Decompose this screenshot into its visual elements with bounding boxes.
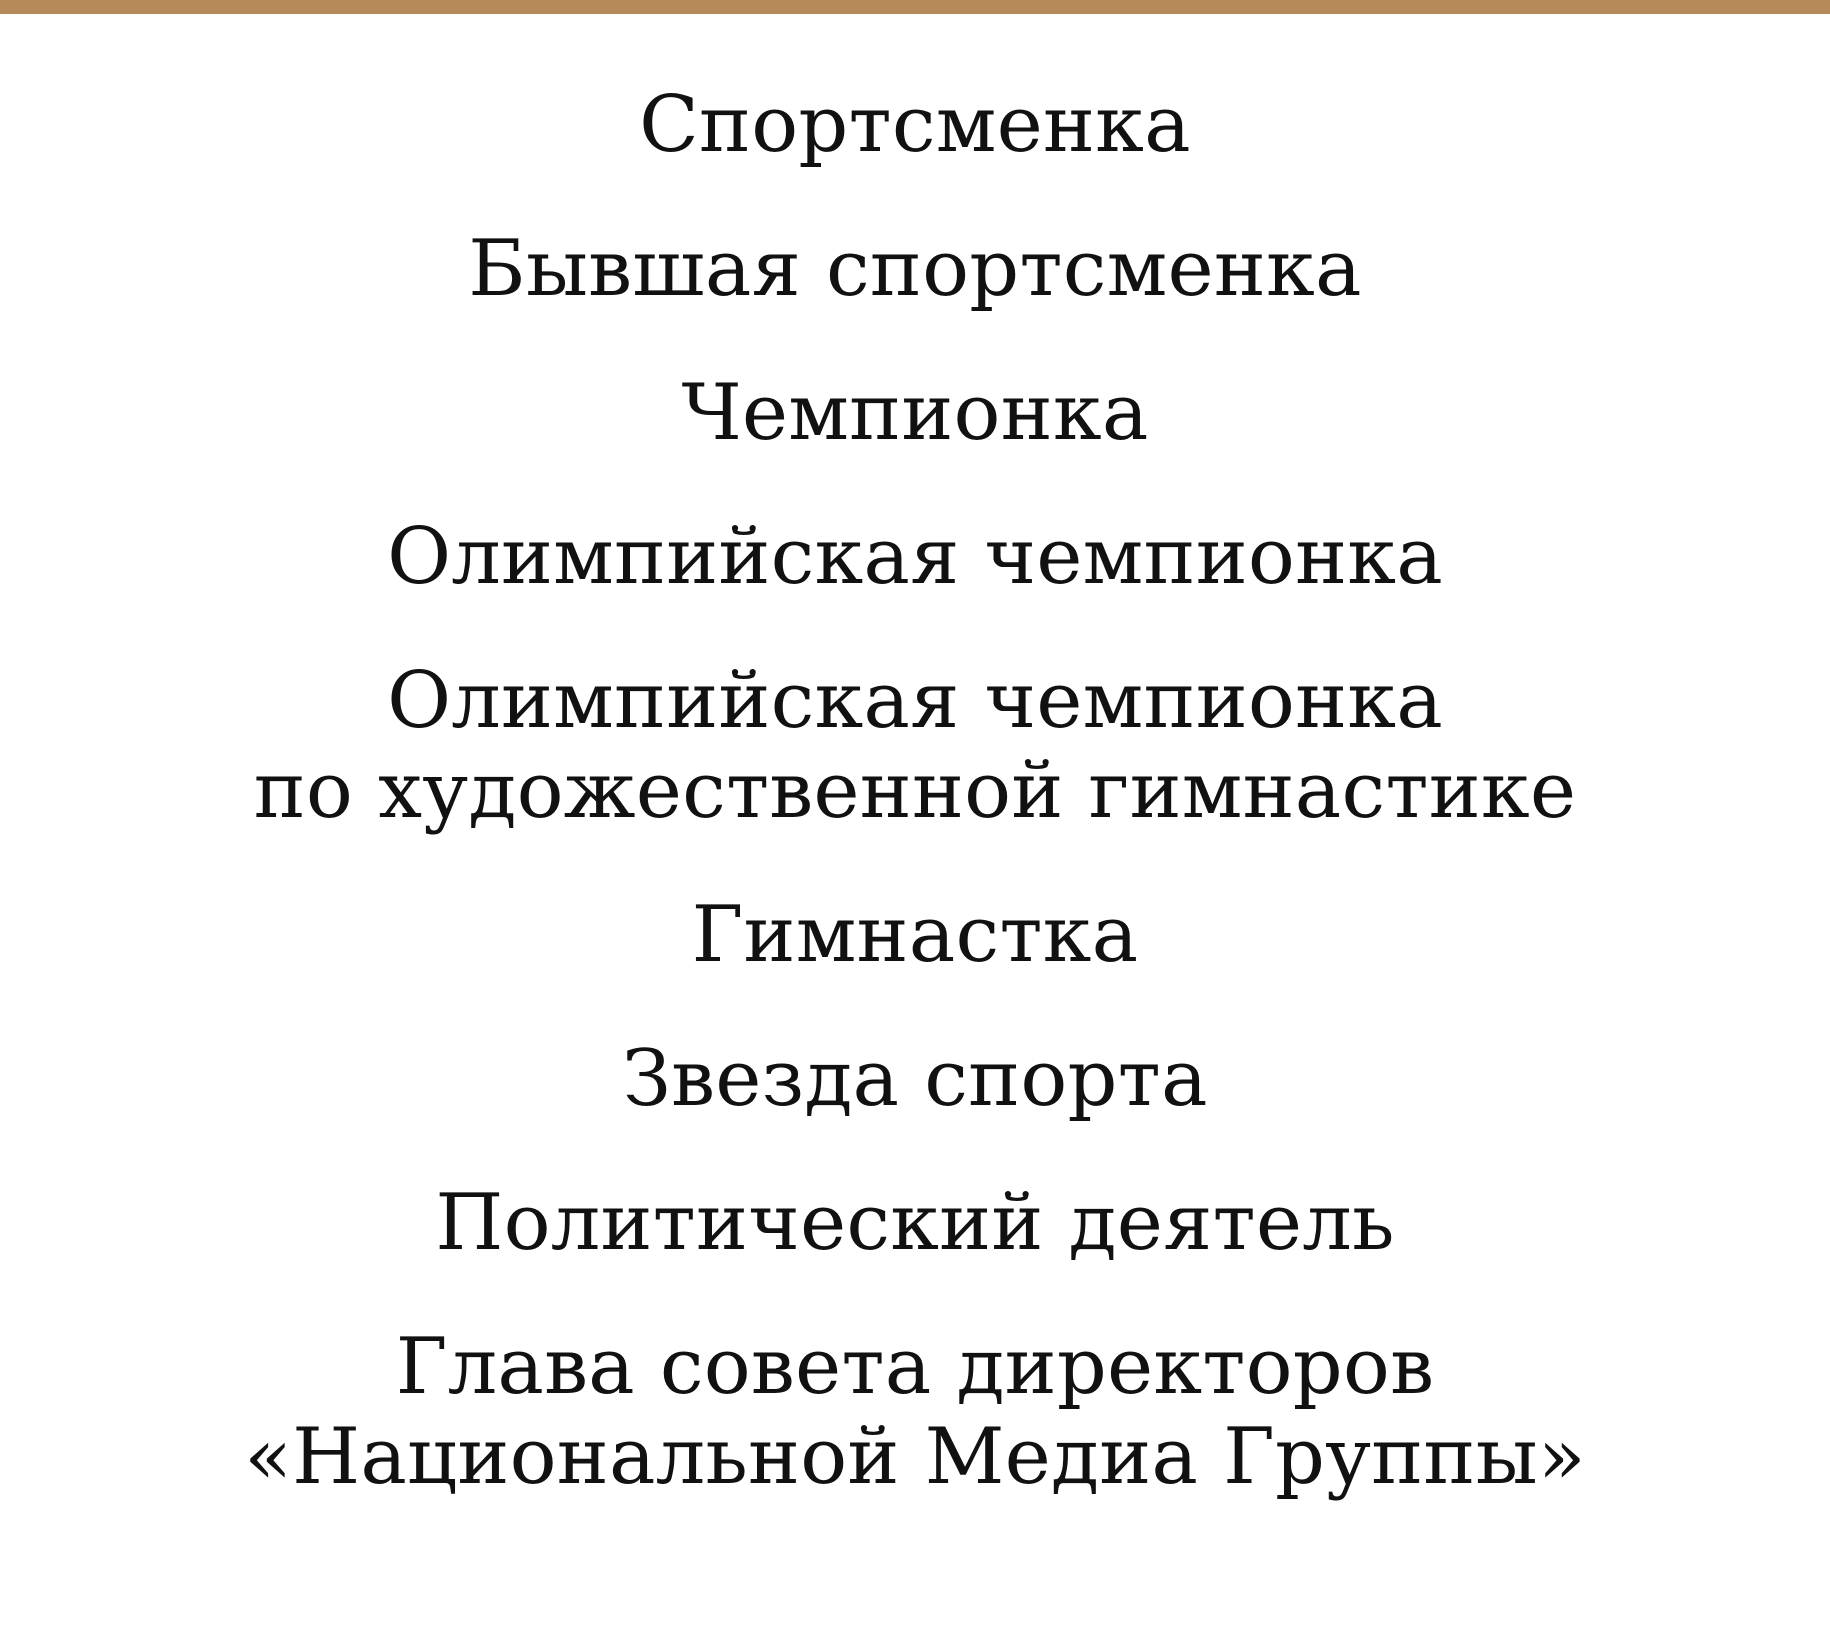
list-item-board-chair bbox=[0, 1322, 1830, 1502]
list-item-sportswoman bbox=[0, 80, 1830, 170]
list-item-olympic-champion bbox=[0, 512, 1830, 602]
list-item-champion bbox=[0, 368, 1830, 458]
item-text: Бывшая спортсменка bbox=[468, 224, 1362, 314]
list-item-former-sportswoman bbox=[0, 224, 1830, 314]
list-item-sports-star bbox=[0, 1034, 1830, 1124]
title-list bbox=[0, 80, 1830, 1556]
item-text-line-2: «Национальной Медиа Группы» bbox=[244, 1412, 1586, 1502]
item-text-line-1: Глава совета директоров bbox=[395, 1322, 1435, 1412]
list-item-gymnast bbox=[0, 890, 1830, 980]
item-text-line-2: по художественной гимнастике bbox=[253, 746, 1577, 836]
item-text: Спортсменка bbox=[639, 80, 1191, 170]
top-accent-bar bbox=[0, 0, 1830, 14]
list-item-olympic-champion-rhythmic-gymnastics bbox=[0, 656, 1830, 836]
item-text-line-1: Олимпийская чемпионка bbox=[387, 656, 1443, 746]
item-text: Политический деятель bbox=[435, 1178, 1395, 1268]
item-text: Гимнастка bbox=[691, 890, 1139, 980]
list-item-political-figure bbox=[0, 1178, 1830, 1268]
item-text: Чемпионка bbox=[681, 368, 1149, 458]
item-text: Звезда спорта bbox=[622, 1034, 1208, 1124]
item-text: Олимпийская чемпионка bbox=[387, 512, 1443, 602]
